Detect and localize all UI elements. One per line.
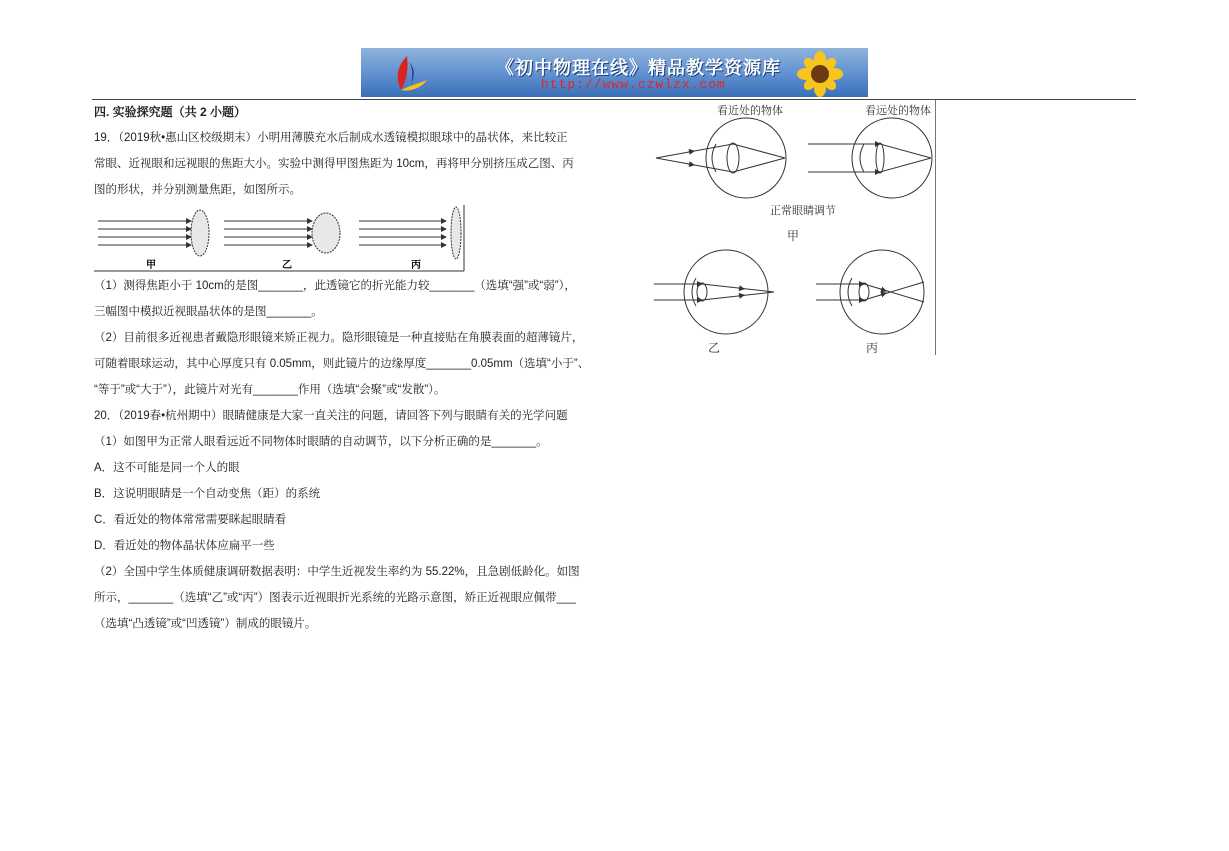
- q19-line: 图的形状，并分别测量焦距，如图所示。: [94, 184, 301, 196]
- label-jia: 甲: [146, 260, 156, 271]
- q20-option-c: C．看近处的物体常常需要眯起眼睛看: [94, 514, 287, 526]
- q20-option-d: D．看近处的物体晶状体应扁平一些: [94, 540, 275, 552]
- q20-option-b: B．这说明眼睛是一个自动变焦（距）的系统: [94, 488, 321, 500]
- eye-accommodation-figure: [648, 100, 938, 358]
- figure-label-bing: 丙: [865, 341, 879, 355]
- label-yi: 乙: [282, 260, 292, 271]
- q19-line: 19．（2019秋•惠山区校级期末）小明用薄膜充水后制成水透镜模拟眼球中的晶状体，来比较正: [94, 132, 568, 144]
- lens-jia: [191, 210, 209, 256]
- eye-near: [656, 118, 786, 198]
- banner-title: 《初中物理在线》精品教学资源库: [496, 58, 781, 79]
- q19-sub2-line: “等于”或“大于”），此镜片对光有_______作用（选填“会聚”或“发散”）。: [94, 384, 446, 396]
- q19-sub1-line: 三幅图中模拟近视眼晶状体的是图_______。: [94, 306, 323, 318]
- lens-bing: [451, 207, 461, 259]
- q19-sub1-line: （1）测得焦距小于 10cm的是图_______，此透镜它的折光能力较_______（选填“强”或“弱”），: [94, 280, 576, 292]
- figure-label-jia: 甲: [786, 229, 800, 243]
- q20-line: （2）全国中学生体质健康调研数据表明：中学生近视发生率约为 55.22%，且急剧低龄化。如图: [94, 566, 580, 578]
- label-bing: 丙: [411, 260, 421, 271]
- figure-caption: 正常眼睛调节: [770, 204, 836, 217]
- banner-url: http://www.czwlzx.com: [541, 77, 726, 92]
- figure-label-yi: 乙: [707, 341, 721, 355]
- far-object-label: 看远处的物体: [865, 104, 931, 117]
- q20-line: 20．（2019春•杭州期中）眼睛健康是大家一直关注的问题，请回答下列与眼睛有关的光学问题: [94, 410, 568, 422]
- q20-line: 所示，_______（选填“乙”或“丙”）图表示近视眼折光系统的光路示意图，矫正近视眼应佩带___: [94, 592, 576, 604]
- eye-bing: [816, 250, 924, 334]
- q19-sub2-line: （2）目前很多近视患者戴隐形眼镜来矫正视力。隐形眼镜是一种直接贴在角膜表面的超薄镜片，: [94, 332, 584, 344]
- q20-line: （1）如图甲为正常人眼看远近不同物体时眼睛的自动调节，以下分析正确的是_______。: [94, 436, 548, 448]
- water-lens-figure: [94, 205, 468, 272]
- q19-line: 常眼、近视眼和远视眼的焦距大小。实验中测得甲图焦距为 10cm，再将甲分别挤压成乙图、丙: [94, 158, 574, 170]
- lens-yi: [312, 213, 340, 253]
- eye-far: [808, 118, 932, 198]
- q20-line: （选填“凸透镜”或“凹透镜”）制成的眼镜片。: [94, 618, 317, 630]
- near-object-label: 看近处的物体: [717, 104, 783, 117]
- header-banner: [361, 48, 868, 97]
- sunflower-icon: [790, 50, 850, 97]
- eye-yi: [654, 250, 774, 334]
- section-title: 四. 实验探究题（共 2 小题）: [94, 105, 247, 119]
- q20-option-a: A．这不可能是同一个人的眼: [94, 462, 240, 474]
- q19-sub2-line: 可随着眼球运动，其中心厚度只有 0.05mm，则此镜片的边缘厚度_______0.05mm（选填“小于”、: [94, 358, 590, 370]
- logo-icon: [389, 52, 429, 96]
- header-rule: [92, 99, 1136, 100]
